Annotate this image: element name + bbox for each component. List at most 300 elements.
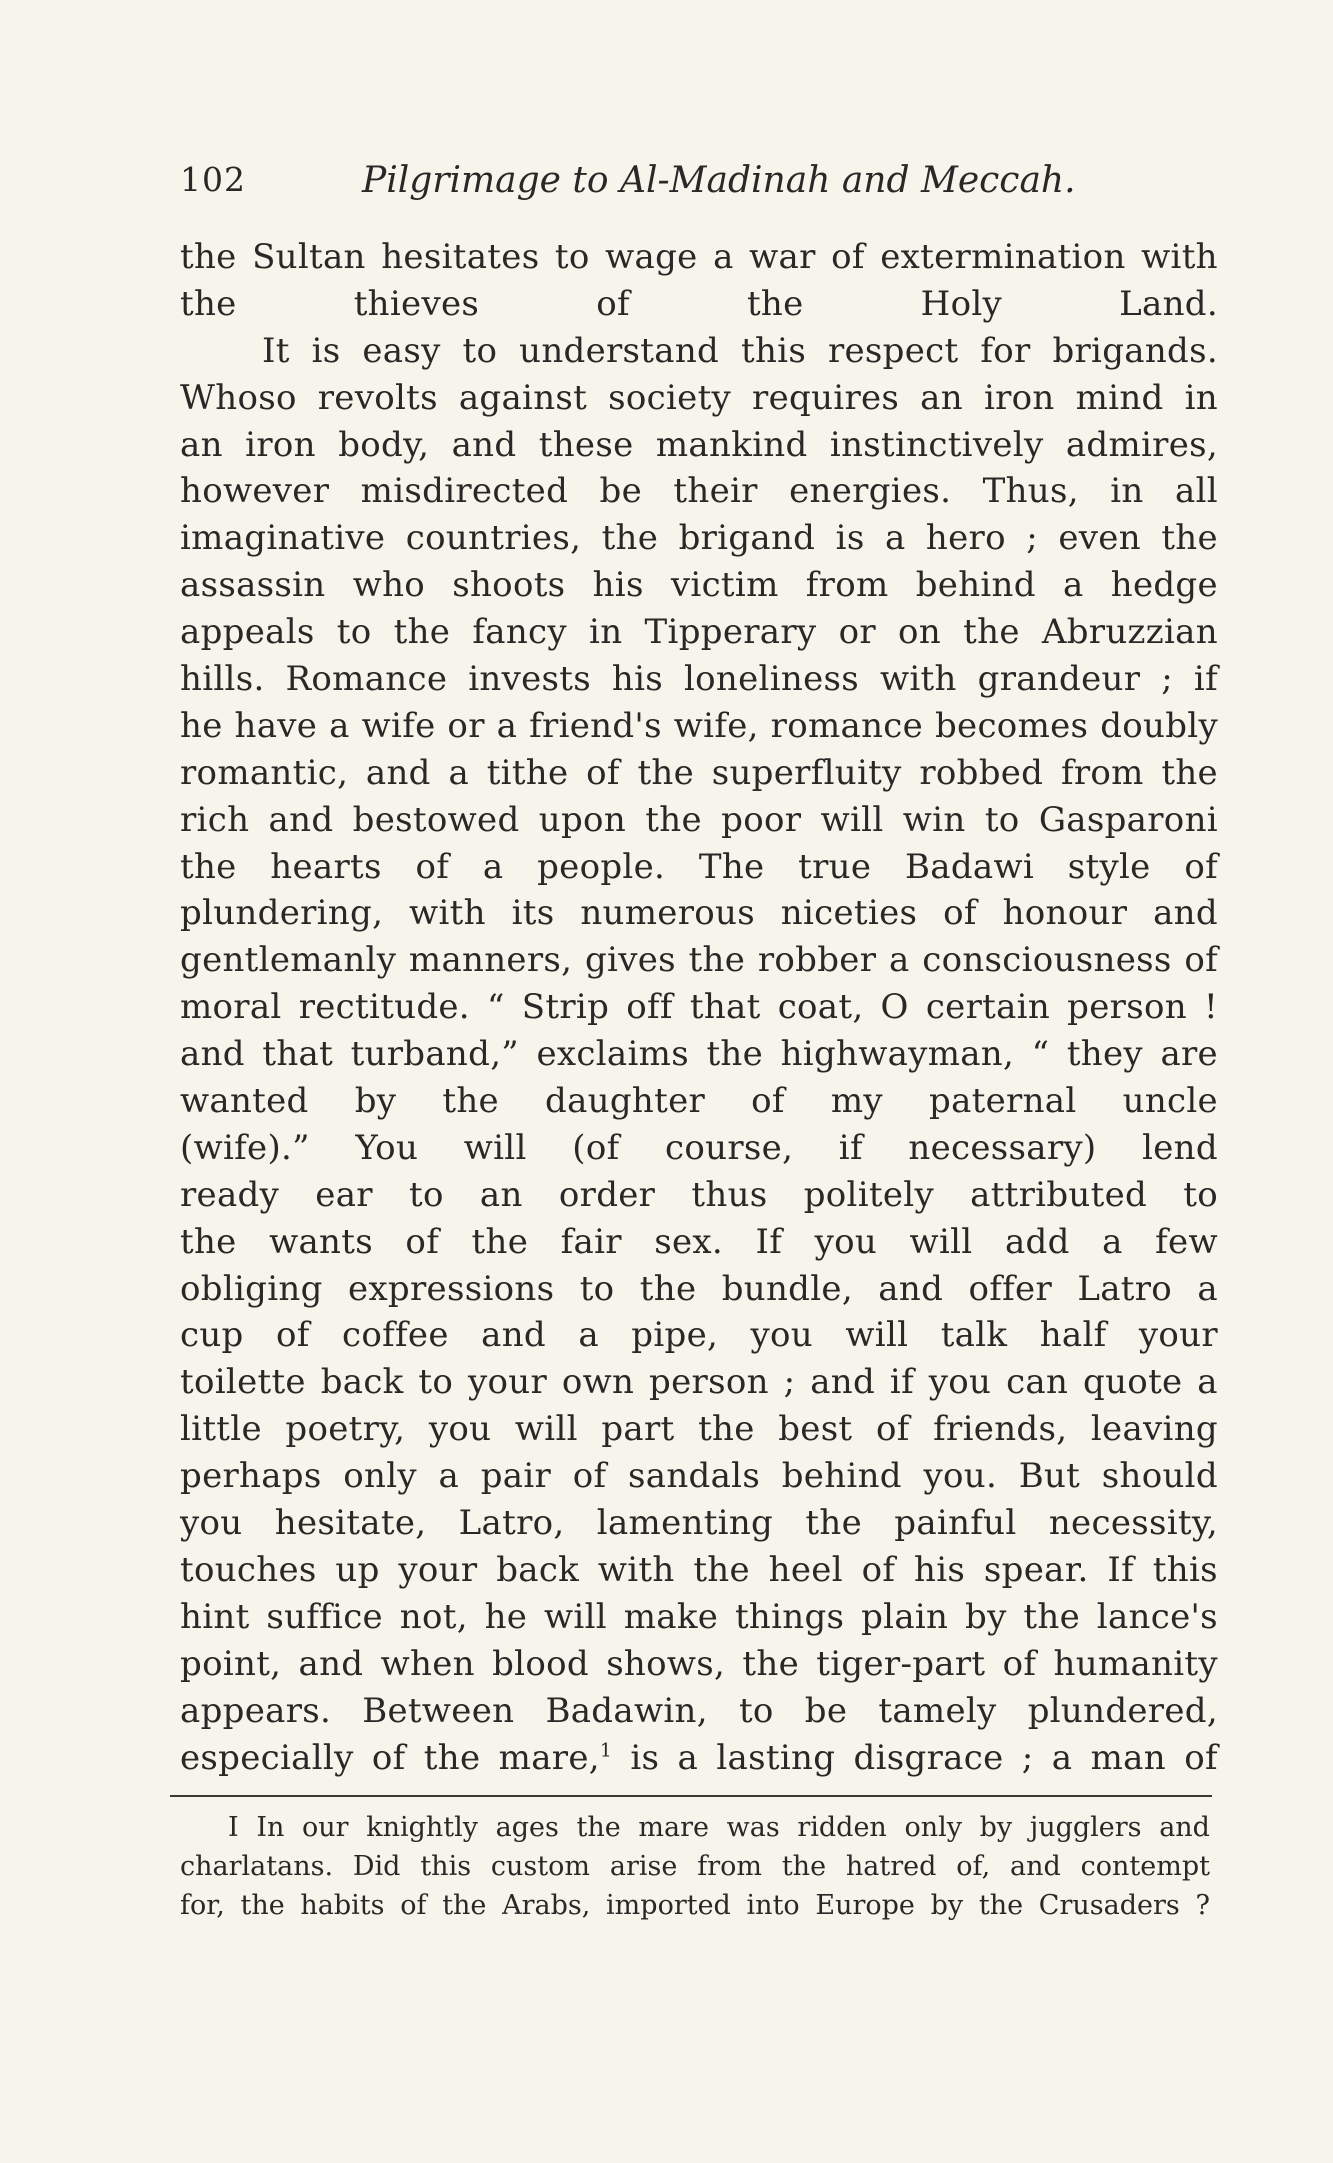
word: with (597, 1549, 675, 1590)
word: a (578, 1315, 599, 1356)
word: friend's (529, 705, 662, 746)
word: society (608, 377, 732, 418)
word: honour (1002, 893, 1128, 934)
word: Sultan (252, 237, 366, 277)
word: up (335, 1549, 380, 1590)
word: countries, (405, 518, 582, 559)
word: a (888, 940, 910, 981)
text-line (180, 984, 1218, 1031)
word: make (623, 1596, 719, 1637)
word: Abruzzian (1041, 612, 1218, 653)
word: add (1004, 1221, 1070, 1262)
word: the (746, 283, 804, 324)
word: imported (606, 1890, 731, 1921)
word: mare (638, 1812, 709, 1843)
word: a (677, 1737, 699, 1778)
word: you (180, 1503, 243, 1544)
word: be (599, 471, 643, 512)
word: the (442, 1890, 487, 1921)
word: thus (691, 1174, 768, 1215)
word: daughter (545, 1081, 706, 1122)
word: admires, (1065, 424, 1218, 465)
word: by (979, 1812, 1013, 1843)
word: wanted (180, 1081, 309, 1122)
text-line (180, 1359, 1218, 1406)
word: against (458, 377, 588, 418)
word: behind (781, 1456, 902, 1497)
text-line (180, 1406, 1218, 1453)
word: that (689, 987, 761, 1028)
word: will (544, 1596, 607, 1637)
word: O (880, 987, 909, 1028)
word: coat, (777, 987, 864, 1028)
word: the (1161, 518, 1218, 559)
word: part (601, 1409, 675, 1450)
word: revolts (317, 377, 438, 418)
word: thieves (353, 283, 480, 324)
word: romantic, (180, 752, 349, 793)
word: Tipperary (644, 612, 817, 653)
word: disgrace (853, 1737, 1004, 1778)
word: by (930, 1890, 964, 1921)
word: of (831, 237, 865, 277)
word: will (463, 1127, 527, 1168)
word: respect (827, 330, 959, 371)
word: exclaims (536, 1034, 689, 1075)
word: ! (1204, 987, 1218, 1028)
word: Crusaders (1038, 1890, 1180, 1921)
word: this (1152, 1549, 1218, 1590)
word: the (639, 1268, 697, 1309)
word: ; (1021, 1737, 1034, 1778)
word: have (234, 705, 318, 746)
text-line (180, 281, 1218, 328)
word: to (409, 1174, 444, 1215)
word: lamenting (596, 1503, 774, 1544)
text-line (180, 1453, 1218, 1500)
word: a (329, 705, 350, 746)
word: by (965, 1596, 1007, 1637)
word: from (1060, 752, 1144, 793)
body-text (180, 234, 1218, 1781)
text-line (180, 1547, 1218, 1594)
word: misdirected (360, 471, 569, 512)
word: blood (492, 1643, 589, 1684)
word: ; (1026, 518, 1038, 559)
text-line (180, 1688, 1218, 1735)
word: the (471, 1221, 529, 1262)
word: person (1067, 987, 1187, 1028)
word: Arabs, (502, 1890, 591, 1921)
word: of (415, 846, 450, 887)
word: pipe, (631, 1315, 719, 1356)
word: of (861, 1549, 896, 1590)
word: you (428, 1409, 492, 1450)
text-line (180, 703, 1218, 750)
word: Latro, (458, 1503, 565, 1544)
word: only (904, 1812, 962, 1843)
word: if (1193, 659, 1218, 700)
word: poor (721, 799, 802, 840)
word: these (538, 424, 634, 465)
word: the (240, 1890, 285, 1921)
word: poetry, (285, 1409, 406, 1450)
word: the (180, 846, 237, 887)
word: moral (180, 987, 282, 1028)
text-line (180, 1312, 1218, 1359)
word: energies. (789, 471, 952, 512)
word: If (755, 1221, 783, 1262)
word: of (875, 1409, 910, 1450)
word: numerous (580, 893, 755, 934)
word: can (1006, 1362, 1069, 1403)
word: his (914, 1549, 966, 1590)
word: and (878, 1268, 944, 1309)
word: they (1066, 1034, 1143, 1075)
word: their (673, 471, 758, 512)
word: wage (605, 237, 698, 277)
word: Did (352, 1851, 401, 1882)
word: and (810, 1362, 876, 1403)
word: a (1197, 1362, 1218, 1403)
word: an (479, 1174, 523, 1215)
text-line (180, 1266, 1218, 1313)
word: friends, (933, 1409, 1068, 1450)
word: people. (537, 846, 666, 887)
word: for, (180, 1890, 225, 1921)
word: even (1058, 518, 1141, 559)
word: and (365, 752, 431, 793)
word: knightly (366, 1812, 479, 1843)
footnote-marker[interactable]: 1 (599, 1740, 613, 1762)
word: of (572, 1456, 607, 1497)
word: uncle (1122, 1081, 1218, 1122)
text-line (180, 750, 1218, 797)
word: fair (560, 1221, 622, 1262)
word: iron (245, 424, 316, 465)
word: he (484, 1596, 528, 1637)
word: to (1183, 1174, 1218, 1215)
word: toilette (180, 1362, 306, 1403)
word: contempt (1080, 1851, 1210, 1882)
word: in (1110, 471, 1144, 512)
text-line (180, 797, 1218, 844)
word: you (750, 1315, 813, 1356)
word: hills. (180, 659, 265, 700)
word: course, (665, 1127, 794, 1168)
word: this (740, 330, 807, 371)
word: man (1090, 1737, 1166, 1778)
word: wants (269, 1221, 373, 1262)
word: pair (480, 1456, 552, 1497)
word: lend (1142, 1127, 1218, 1168)
word: hatred (845, 1851, 937, 1882)
word: was (726, 1812, 780, 1843)
word: own (561, 1362, 635, 1403)
word: and (1159, 1812, 1210, 1843)
word: a (713, 237, 734, 277)
word: to (984, 799, 1020, 840)
word: he (180, 705, 223, 746)
word: “ (487, 987, 505, 1028)
word: is (835, 518, 865, 559)
word: an (180, 424, 223, 465)
word: in (1184, 377, 1218, 418)
word: to (418, 1362, 454, 1403)
word: hedge (1110, 565, 1218, 606)
word: a (1063, 565, 1084, 606)
word: is (630, 1737, 660, 1778)
word: custom (490, 1851, 590, 1882)
word: the (693, 1549, 750, 1590)
word: are (1160, 1034, 1218, 1075)
word: loneliness (683, 659, 859, 700)
word: Europe (815, 1890, 915, 1921)
word: necessary) (908, 1127, 1097, 1168)
text-line (180, 1219, 1218, 1266)
word: ages (495, 1812, 559, 1843)
word: who (352, 565, 426, 606)
word: instinctively (829, 424, 1044, 465)
word: you (928, 1362, 992, 1403)
word: leaving (1090, 1409, 1218, 1450)
word: your (1138, 1315, 1218, 1356)
word: If (1107, 1549, 1135, 1590)
word: of (1184, 1737, 1218, 1778)
word: offer (968, 1268, 1052, 1309)
word: lasting (716, 1737, 836, 1778)
word: the (706, 1034, 764, 1075)
text-line (180, 1594, 1218, 1641)
word: if (838, 1127, 863, 1168)
word: habits (300, 1890, 385, 1921)
word: a (438, 1456, 460, 1497)
word: tamely (878, 1690, 997, 1731)
word: But (1018, 1456, 1081, 1497)
word: and (451, 424, 517, 465)
word: of (400, 1890, 427, 1921)
word: robbed (919, 752, 1044, 793)
word: bestowed (352, 799, 520, 840)
text-line (180, 1172, 1218, 1219)
word: of, (956, 1851, 991, 1882)
word: by (354, 1081, 397, 1122)
word: order (558, 1174, 656, 1215)
word: the (423, 1737, 481, 1778)
word: your (398, 1549, 478, 1590)
word: will (514, 1409, 578, 1450)
word: invests (468, 659, 591, 700)
footnote-line (180, 1808, 1210, 1847)
word: obliging (180, 1268, 323, 1309)
word: a (448, 752, 470, 793)
word: true (798, 846, 872, 887)
word: of (586, 752, 620, 793)
word: plundered, (1027, 1690, 1218, 1731)
word: you (814, 1221, 878, 1262)
word: the (688, 940, 746, 981)
word: romance (770, 705, 924, 746)
word: Whoso (180, 377, 297, 418)
word: things (734, 1596, 845, 1637)
word: expressions (348, 1268, 555, 1309)
footnote-line (180, 1847, 1210, 1886)
text-line (180, 234, 1218, 281)
word: our (302, 1812, 349, 1843)
word: a (496, 705, 518, 746)
word: superfluity (711, 752, 902, 793)
word: ? (1195, 1890, 1210, 1921)
word: the (978, 1890, 1024, 1921)
word: only (343, 1456, 417, 1497)
word: will (820, 799, 884, 840)
word: touches (180, 1549, 317, 1590)
text-line (180, 1078, 1218, 1125)
word: It (262, 330, 290, 371)
word: of (1184, 940, 1218, 981)
word: a (1102, 1221, 1123, 1262)
footnotes (180, 1808, 1210, 1925)
word: is (311, 330, 341, 371)
word: back (320, 1362, 404, 1403)
text-line (180, 1500, 1218, 1547)
word: Thus, (982, 471, 1079, 512)
word: the (1161, 752, 1218, 793)
text-line (180, 1641, 1218, 1688)
word: best (778, 1409, 853, 1450)
word: rectitude. (298, 987, 470, 1028)
word: when (380, 1643, 475, 1684)
word: doubly (1100, 705, 1218, 746)
word: a (1051, 1737, 1073, 1778)
word: turband,” (350, 1034, 519, 1075)
word: hesitates (381, 237, 540, 277)
word: cup (180, 1315, 244, 1356)
word: should (1101, 1456, 1218, 1497)
word: into (746, 1890, 800, 1921)
word: ridden (797, 1812, 887, 1843)
word: his (611, 659, 664, 700)
word: easy (362, 330, 441, 371)
word: of (596, 283, 630, 324)
word: wife (361, 705, 436, 746)
word: point, (180, 1643, 282, 1684)
word: certain (925, 987, 1051, 1028)
word: the (742, 1643, 800, 1684)
word: half (1039, 1315, 1107, 1356)
word: mare,$^1$ (498, 1737, 613, 1778)
word: and (1153, 893, 1218, 934)
word: “ (1031, 1034, 1050, 1075)
word: robber (757, 940, 877, 981)
word: of (751, 1081, 785, 1122)
word: requires (752, 377, 900, 418)
word: humanity (1053, 1643, 1218, 1684)
text-line (180, 609, 1218, 656)
word: my (830, 1081, 883, 1122)
word: (wife).” (180, 1127, 310, 1168)
word: the (698, 1409, 755, 1450)
footnote-line (180, 1886, 1210, 1925)
word: appears. (180, 1690, 332, 1731)
word: and (298, 1643, 364, 1684)
word: a (1197, 1268, 1218, 1309)
word: plain (861, 1596, 949, 1637)
word: of (1002, 1643, 1037, 1684)
word: person (649, 1362, 769, 1403)
word: the (180, 283, 237, 324)
word: hint (180, 1596, 250, 1637)
word: you. (923, 1456, 998, 1497)
word: ; (1161, 659, 1173, 700)
text-line (180, 1735, 1218, 1782)
word: politely (803, 1174, 934, 1215)
text-line (180, 468, 1218, 515)
word: of (943, 893, 977, 934)
word: Latro (1077, 1268, 1173, 1309)
word: The (698, 846, 765, 887)
word: tiger-part (816, 1643, 986, 1684)
word: on (898, 612, 942, 653)
word: gentlemanly (180, 940, 397, 981)
word: your (467, 1362, 547, 1403)
text-line (180, 1125, 1218, 1172)
word: quote (1083, 1362, 1183, 1403)
word: brigands. (1052, 330, 1218, 371)
word: the (963, 612, 1020, 653)
word: to (462, 330, 498, 371)
word: sex. (654, 1221, 724, 1262)
word: tithe (486, 752, 569, 793)
page-header (180, 160, 1220, 210)
word: the (805, 1503, 862, 1544)
word: this (420, 1851, 472, 1882)
word: body, (338, 424, 430, 465)
word: the (601, 518, 659, 559)
word: assassin (180, 565, 326, 606)
word: will (845, 1315, 909, 1356)
word: the (576, 1812, 621, 1843)
word: and (481, 1315, 546, 1356)
word: and (1010, 1851, 1061, 1882)
word: of (1184, 846, 1218, 887)
word: manners, (408, 940, 573, 981)
word: becomes (934, 705, 1089, 746)
word: Between (362, 1690, 515, 1731)
word: and (268, 799, 334, 840)
word: from (805, 565, 889, 606)
text-line (180, 844, 1218, 891)
word: necessity, (1048, 1503, 1218, 1544)
word: in (589, 612, 623, 653)
word: of (371, 1737, 406, 1778)
word: highwayman, (780, 1034, 1015, 1075)
word: style (1067, 846, 1151, 887)
word: jugglers (1029, 1812, 1142, 1843)
word: painful (894, 1503, 1017, 1544)
running-title: Pilgrimage to Al-Madinah and Meccah. (362, 160, 1076, 201)
word: however (180, 471, 330, 512)
word: iron (983, 377, 1055, 418)
word: Romance (285, 659, 448, 700)
word: In (256, 1812, 285, 1843)
word: the (645, 799, 702, 840)
word: rich (180, 799, 250, 840)
word: to (738, 1690, 774, 1731)
word: consciousness (922, 940, 1172, 981)
word: understand (519, 330, 720, 371)
word: Badawi (905, 846, 1035, 887)
